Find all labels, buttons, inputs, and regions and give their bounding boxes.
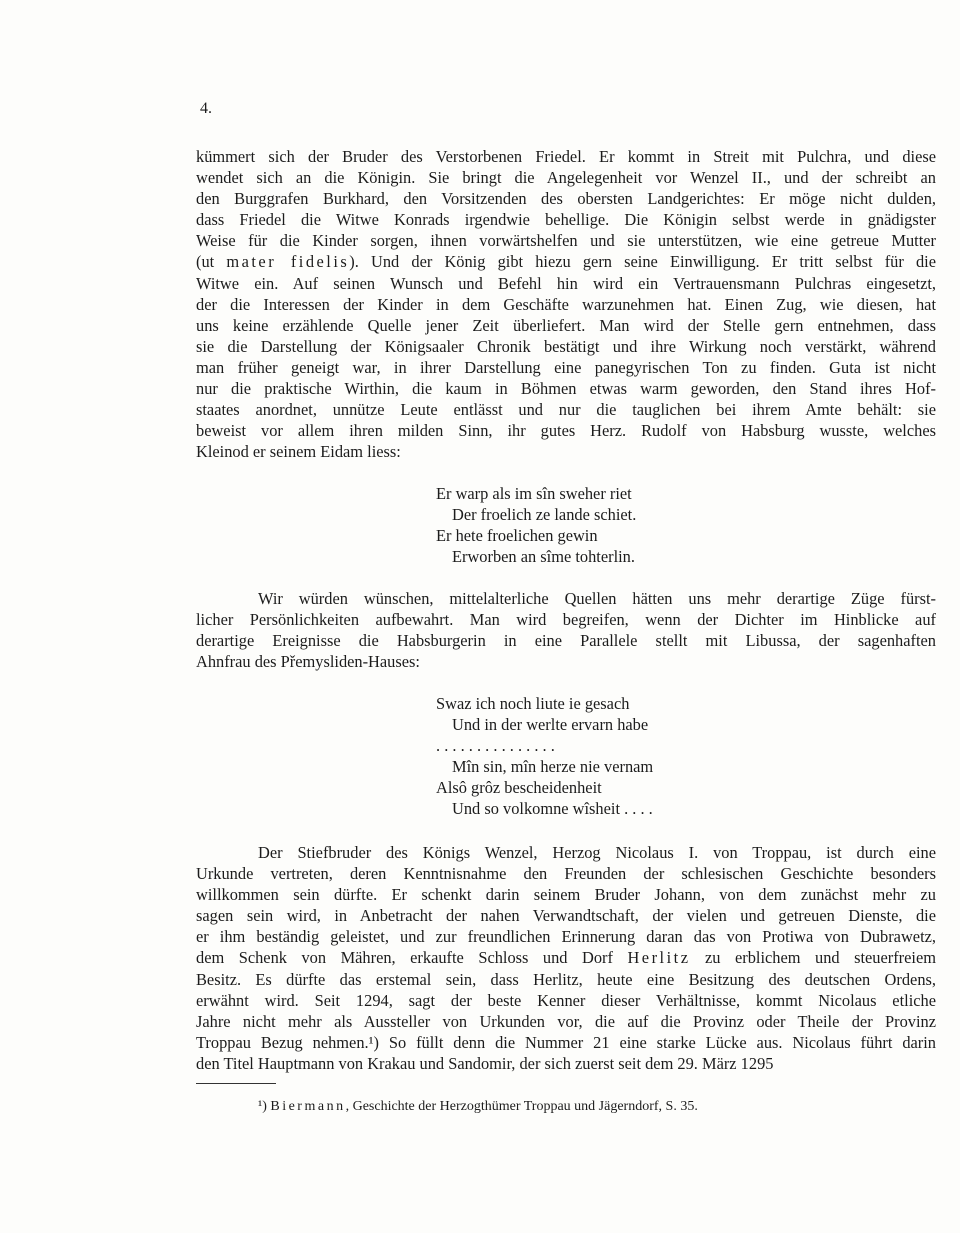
text-line: Witwe ein. Auf seinen Wunsch und Befehl hin wird ein Vertrauensmann Pulchras eingesetzt,: [196, 273, 936, 293]
footnote: ¹) Biermann, Geschichte der Herzogthümer Troppau und Jägerndorf, S. 35.: [258, 1099, 698, 1114]
text-line: erwähnt wird. Seit 1294, sagt der beste Kenner dieser Verhältnisse, kommt Nicolaus etliche: [196, 990, 936, 1010]
verse-line: . . . . . . . . . . . . . . .: [436, 736, 555, 756]
text-line: Kleinod er seinem Eidam liess:: [196, 442, 401, 462]
text-line: sie die Darstellung der Königsaaler Chronik bestätigt und ihre Wirkung noch verstärkt, während: [196, 336, 936, 356]
spaced-emphasis: mater fidelis: [226, 252, 350, 272]
text-line: sagen sein wird, in Anbetracht der nahen Verwandtschaft, der vielen und getreuen Dienste, die: [196, 906, 936, 926]
verse-line: Der froelich ze lande schiet.: [452, 505, 637, 525]
text-line: licher Persönlichkeiten aufbewahrt. Man wird begreifen, wenn der Dichter im Hinblicke auf: [196, 610, 936, 630]
text-line: dass Friedel die Witwe Konrads irgendwie behellige. Die Königin selbst werde in gnädigster: [196, 210, 936, 230]
verse-line: Mîn sin, mîn herze nie vernam: [452, 757, 654, 777]
verse-line: Swaz ich noch liute ie gesach: [436, 694, 630, 713]
verse-line: Und in der werlte ervarn habe: [452, 715, 649, 735]
verse-line: Er hete froelichen gewin: [436, 526, 598, 546]
verse-line: Erworben an sîme tohterlin.: [452, 547, 635, 567]
footnote-rule: [196, 1083, 276, 1084]
spaced-emphasis: Biermann: [270, 1099, 346, 1114]
paragraph-2: [196, 588, 936, 672]
text-line: staates anordnet, unnütze Leute entlässt und nur die tauglichen bei ihrem Amte behält: sie: [196, 400, 936, 420]
text-line: nur die praktische Wirthin, die kaum in Böhmen etwas warm geworden, den Stand ihres Hof-: [196, 379, 936, 399]
text-line: den Titel Hauptmann von Krakau und Sandomir, der sich zuerst seit dem 29. März 1295: [196, 1053, 774, 1073]
text-line: Ahnfrau des Přemysliden-Hauses:: [196, 652, 420, 672]
verse-2: [436, 693, 653, 820]
text-line: Der Stiefbruder des Königs Wenzel, Herzog Nicolaus I. von Troppau, ist durch eine: [258, 843, 936, 862]
verse-line: Alsô grôz bescheidenheit: [436, 778, 602, 798]
text-line: man früher geneigt war, in ihrer Darstellung eine panegyrischen Ton zu finden. Guta ist nicht: [196, 357, 936, 377]
text-line: Weise für die Kinder sorgen, ihnen vorwärtshelfen und sie unterstützen, wie eine getreue Mutter: [196, 231, 936, 251]
text-line: dem Schenk von Mähren, erkaufte Schloss und Dorf Herlitz zu erblichem und steuerfreiem: [196, 948, 936, 968]
page-number: 4.: [200, 100, 212, 117]
text-line: Jahre nicht mehr als Aussteller von Urkunden vor, die auf die Provinz oder Theile der Provinz: [196, 1011, 936, 1031]
text-line: beweist vor allem ihren milden Sinn, ihr gutes Herz. Rudolf von Habsburg wusste, welches: [196, 421, 936, 441]
text-line: den Burggrafen Burkhard, den Vorsitzenden des obersten Landgerichtes: Er möge nicht dulden,: [196, 189, 936, 209]
text-line: Urkunde vertreten, deren Kenntnisnahme den Freunden der schlesischen Geschichte besonders: [196, 864, 936, 884]
verse-line: Er warp als im sîn sweher riet: [436, 484, 632, 503]
verse-line: Und so volkomne wîsheit . . . .: [452, 799, 653, 819]
text-line: der die Interessen der Kinder in dem Geschäfte warzunehmen hat. Einen Zug, wie diesen, hat: [196, 294, 936, 314]
text-line: willkommen sein dürfte. Er schenkt darin seinem Bruder Johann, von dem zunächst mehr zu: [196, 885, 936, 905]
text-line: kümmert sich der Bruder des Verstorbenen Friedel. Er kommt in Streit mit Pulchra, und diese: [196, 147, 936, 166]
spaced-emphasis: Herlitz: [627, 948, 691, 968]
text-line: Besitz. Es dürfte das erstemal sein, dass Herlitz, heute eine Besitzung des deutschen Ordens,: [196, 969, 936, 989]
text-line: uns keine erzählende Quelle jener Zeit überliefert. Man wird der Stelle gern entnehmen, dass: [196, 315, 936, 335]
paragraph-1: [196, 146, 936, 462]
text-line: wendet sich an die Königin. Sie bringt die Angelegenheit vor Wenzel II., und der schreibt an: [196, 168, 936, 188]
text-line: Wir würden wünschen, mittelalterliche Quellen hätten uns mehr derartige Züge fürst-: [258, 589, 936, 608]
text-line: (ut mater fidelis). Und der König gibt hiezu gern seine Einwilligung. Er tritt selbst für die: [196, 252, 936, 272]
text-line: Troppau Bezug nehmen.¹) So füllt denn die Nummer 21 eine starke Lücke aus. Nicolaus führt darin: [196, 1032, 936, 1052]
text-line: er ihm beständig geleistet, und zur freundlichen Erinnerung daran das von Protiwa von Dubrawetz,: [196, 927, 936, 947]
paragraph-3: [196, 842, 936, 1074]
verse-1: [436, 483, 636, 567]
text-line: derartige Ereignisse die Habsburgerin in eine Parallele stellt mit Libussa, der sagenhaften: [196, 631, 936, 651]
